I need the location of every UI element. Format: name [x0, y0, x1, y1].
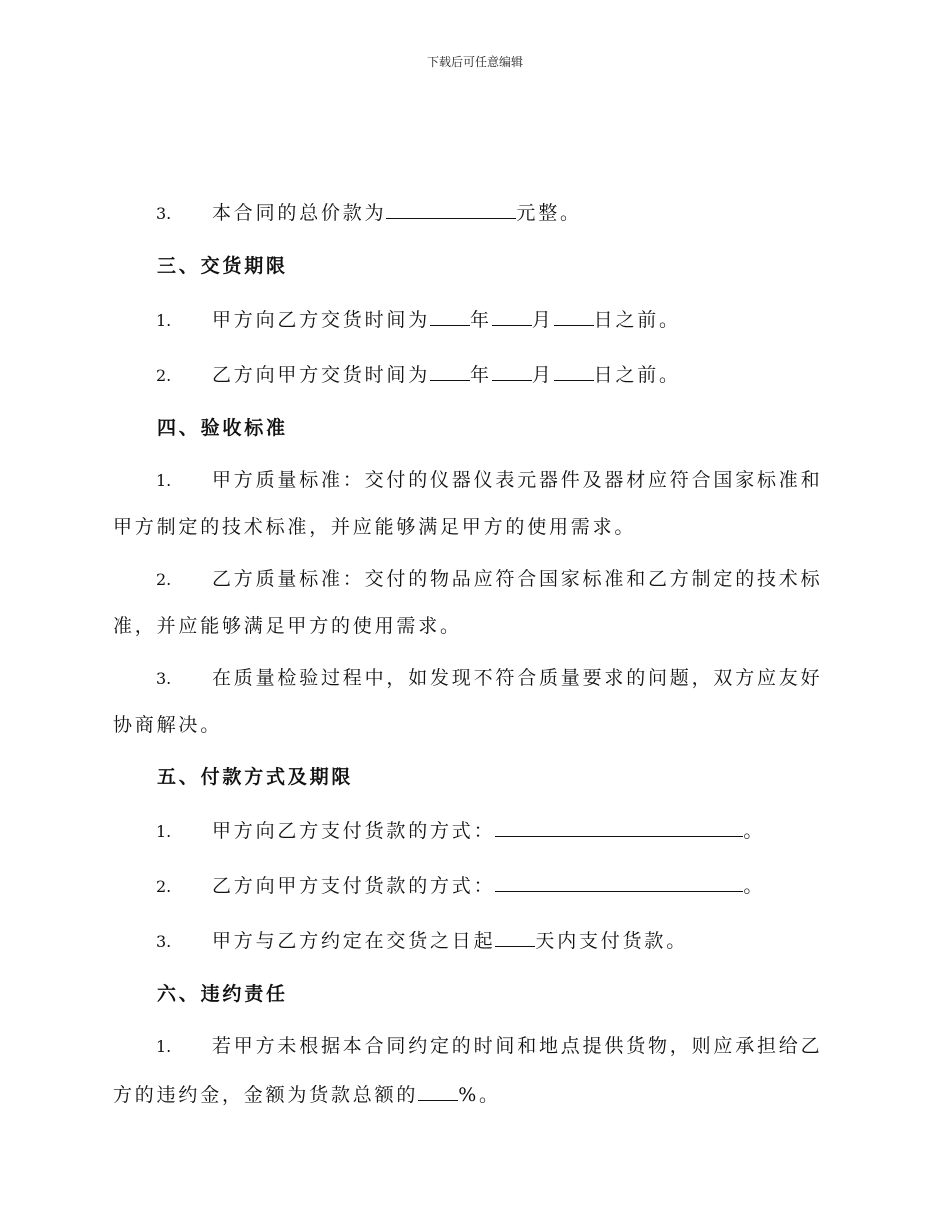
- percent-blank[interactable]: [418, 1078, 458, 1101]
- day-blank[interactable]: [554, 303, 594, 326]
- clause-number: 2.: [156, 570, 172, 589]
- clause-price-total: [113, 196, 833, 229]
- clause-number: 2.: [156, 877, 172, 896]
- year-blank[interactable]: [430, 358, 470, 381]
- clause-text: 日之前。: [593, 309, 681, 331]
- clause-acceptance-a: [113, 465, 833, 496]
- clause-text: 甲方质量标准：交付的仪器仪表元器件及器材应符合国家标准和: [212, 469, 823, 491]
- clause-number: 1.: [156, 822, 172, 841]
- section-heading-liability: 六、违约责任: [157, 983, 288, 1005]
- year-blank[interactable]: [430, 303, 470, 326]
- clause-number: 2.: [156, 366, 172, 385]
- clause-number: 1.: [156, 1037, 172, 1056]
- clause-text: 若甲方未根据本合同约定的时间和地点提供货物，则应承担给乙: [212, 1035, 823, 1057]
- month-blank[interactable]: [492, 303, 532, 326]
- clause-payment-a: [113, 814, 833, 847]
- clause-text: 天内支付货款。: [535, 930, 689, 952]
- clause-number: 1.: [156, 311, 172, 330]
- clause-continuation: 协商解决。: [113, 714, 223, 736]
- clause-text: 乙方向甲方支付货款的方式：: [212, 875, 496, 897]
- clause-text: 年: [470, 364, 492, 386]
- clause-payment-c: [113, 924, 833, 957]
- clause-text: 方的违约金，金额为货款总额的: [113, 1084, 419, 1106]
- clause-continuation: [113, 1078, 833, 1110]
- clause-continuation: 甲方制定的技术标准，并应能够满足甲方的使用需求。: [113, 516, 637, 538]
- clause-number: 3.: [156, 932, 172, 951]
- clause-number: 3.: [156, 669, 172, 688]
- month-blank[interactable]: [492, 358, 532, 381]
- payment-method-blank[interactable]: [495, 814, 743, 837]
- clause-text: 甲方与乙方约定在交货之日起: [212, 930, 496, 952]
- days-blank[interactable]: [495, 924, 535, 947]
- clause-text: %。: [458, 1084, 501, 1106]
- clause-liability-a: [113, 1031, 833, 1062]
- clause-payment-b: [113, 869, 833, 902]
- clause-continuation: 准，并应能够满足甲方的使用需求。: [113, 615, 462, 637]
- page-header: 下载后可任意编辑: [426, 55, 523, 69]
- clause-text: 年: [470, 309, 492, 331]
- clause-text: 。: [743, 875, 766, 897]
- clause-number: 1.: [156, 471, 172, 490]
- section-heading-acceptance: 四、验收标准: [157, 417, 288, 439]
- section-heading-delivery: 三、交货期限: [157, 255, 288, 277]
- clause-acceptance-c: [113, 663, 833, 694]
- clause-acceptance-b: [113, 564, 833, 595]
- clause-text: 在质量检验过程中，如发现不符合质量要求的问题，双方应友好: [212, 667, 823, 689]
- clause-text: 乙方向甲方交货时间为: [212, 364, 431, 386]
- clause-text: 日之前。: [593, 364, 681, 386]
- clause-text: 甲方向乙方支付货款的方式：: [212, 820, 496, 842]
- document-body: [113, 196, 833, 1110]
- clause-text: 乙方质量标准：交付的物品应符合国家标准和乙方制定的技术标: [212, 568, 823, 590]
- clause-text: 元整。: [516, 202, 582, 224]
- fill-in-blank[interactable]: [386, 196, 516, 219]
- clause-delivery-a: [113, 303, 833, 336]
- clause-text: 。: [743, 820, 766, 842]
- clause-delivery-b: [113, 358, 833, 391]
- clause-text: 甲方向乙方交货时间为: [212, 309, 431, 331]
- payment-method-blank[interactable]: [495, 869, 743, 892]
- clause-text: 本合同的总价款为: [212, 202, 387, 224]
- day-blank[interactable]: [554, 358, 594, 381]
- clause-text: 月: [531, 364, 554, 386]
- clause-number: 3.: [156, 204, 172, 223]
- section-heading-payment: 五、付款方式及期限: [157, 766, 354, 788]
- clause-text: 月: [531, 309, 554, 331]
